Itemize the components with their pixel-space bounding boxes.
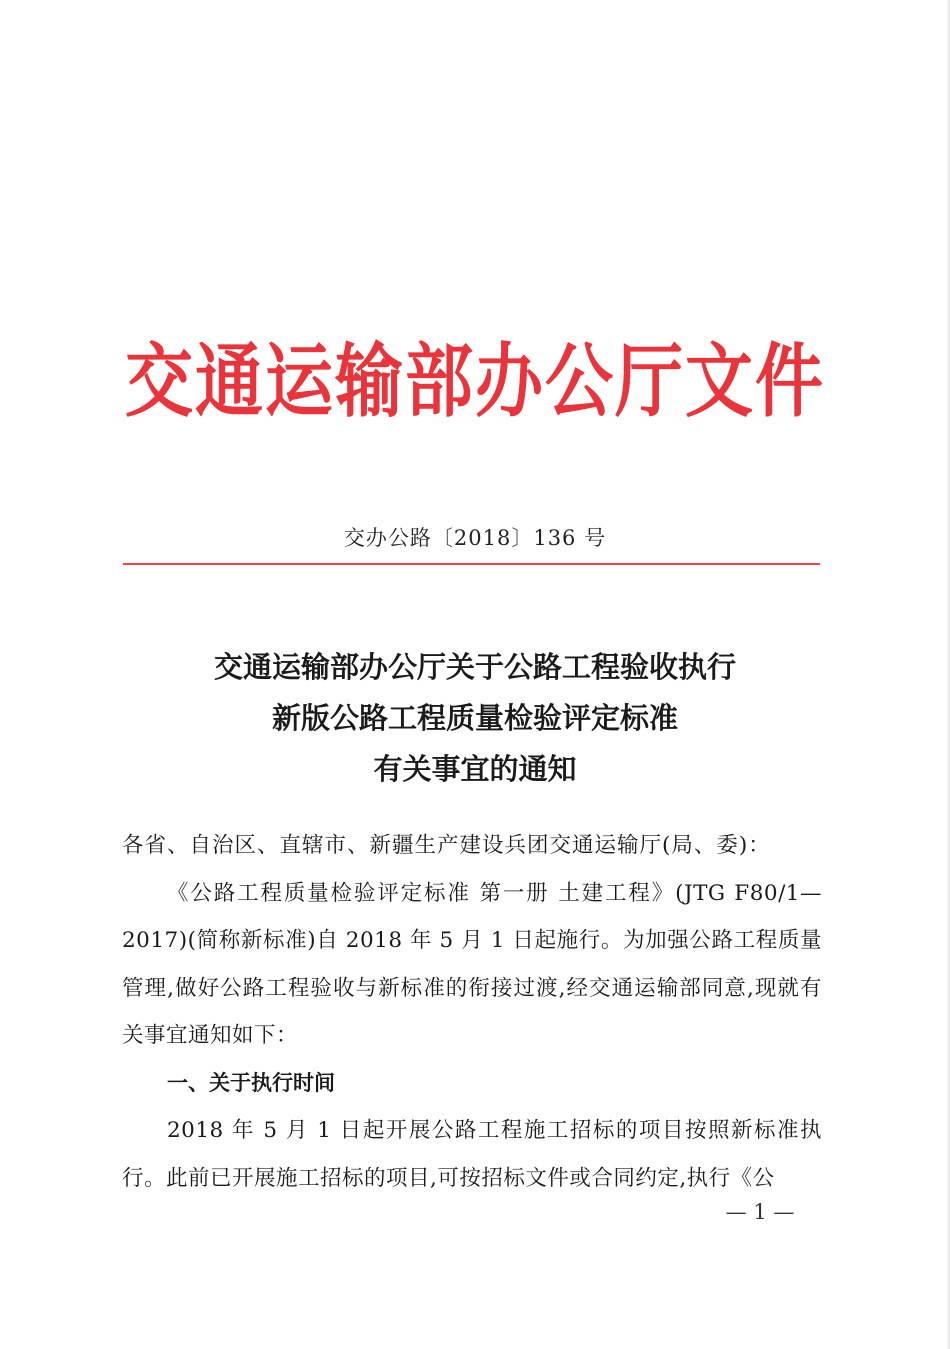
notice-title bbox=[120, 642, 830, 795]
document-body bbox=[122, 822, 822, 1202]
title-line-3: 有关事宜的通知 bbox=[373, 752, 577, 786]
masthead-title: 交通运输部办公厅文件 bbox=[124, 335, 825, 429]
title-line-2: 新版公路工程质量检验评定标准 bbox=[271, 701, 678, 735]
page-number: — 1 — bbox=[725, 1200, 795, 1224]
addressee: 各省、自治区、直辖市、新疆生产建设兵团交通运输厅(局、委)： bbox=[122, 833, 771, 858]
section-heading-1: 一、关于执行时间 bbox=[167, 1070, 335, 1095]
paragraph-section-1: 2018 年 5 月 1 日起开展公路工程施工招标的项目按照新标准执行。此前已开展施工招标的项目,可按招标文件或合同约定,执行《公 bbox=[122, 1118, 822, 1191]
red-divider-line bbox=[123, 563, 820, 565]
title-line-1: 交通运输部办公厅关于公路工程验收执行 bbox=[213, 650, 736, 684]
paragraph-intro: 《公路工程质量检验评定标准 第一册 土建工程》(JTG F80/1—2017)(简称新标准)自 2018 年 5 月 1 日起施行。为加强公路工程质量管理,做好公路工程验收与新标准的衔接过渡,经交通运输部同意,现就有关事宜通知如下： bbox=[122, 880, 822, 1048]
document-number: 交办公路〔2018〕136 号 bbox=[343, 526, 607, 550]
